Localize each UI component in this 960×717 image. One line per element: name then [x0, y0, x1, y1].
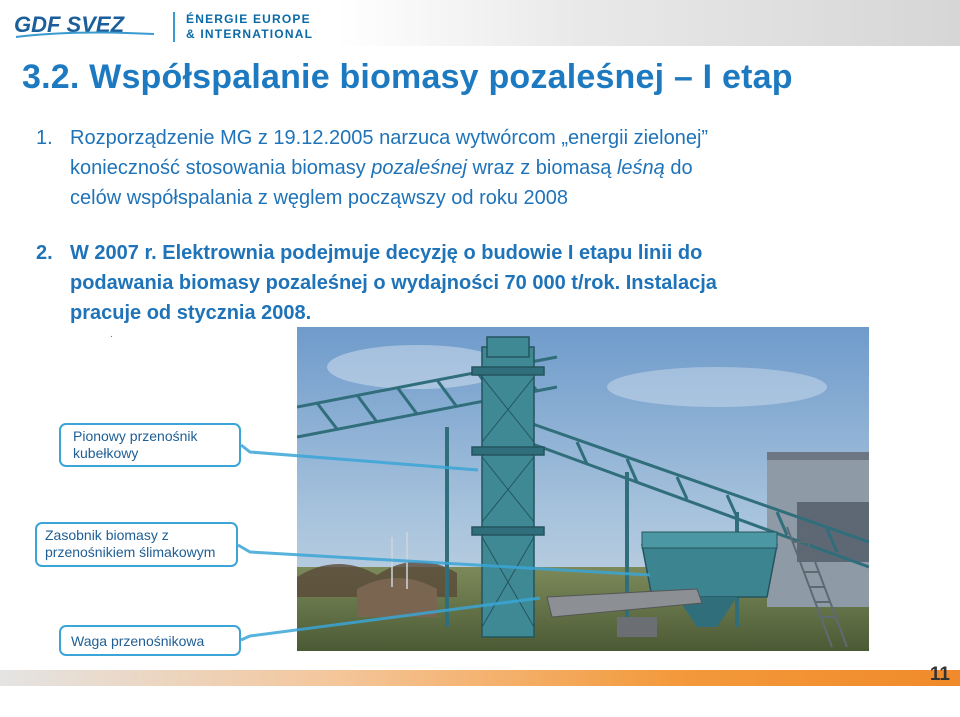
callout-biomass-silo [35, 522, 238, 567]
page-number: 11 [929, 664, 950, 685]
item2-line2: podawania biomasy pozaleśnej o wydajności 70 000 t/rok. Instalacja [70, 272, 717, 294]
gdf-suez-logo [14, 12, 164, 40]
callout-bucket-elevator [59, 423, 241, 467]
bucket-elevator [472, 337, 544, 637]
callout-biomass-silo-line1: Zasobnik biomasy z [45, 527, 169, 543]
item1-line1: Rozporządzenie MG z 19.12.2005 narzuca wytwórcom „energii zielonej” [70, 127, 709, 149]
item1-line2-a: konieczność stosowania biomasy [70, 157, 372, 179]
logo-text: GDF SVEZ [14, 12, 125, 37]
slide-title: 3.2. Współspalanie biomasy pozaleśnej – I etap [22, 58, 793, 96]
list-item-2 [36, 238, 717, 328]
item1-line2-b: wraz z biomasą [466, 157, 617, 179]
stray-dot: . [110, 329, 113, 340]
list-number-2: 2. [36, 242, 53, 264]
item1-line2-c: do [664, 157, 693, 179]
installation-photo [297, 327, 869, 651]
callout-biomass-silo-line2: przenośnikiem ślimakowym [45, 544, 216, 560]
logo-subtitle-line2: & INTERNATIONAL [186, 27, 314, 41]
logo-subtitle-line1: ÉNERGIE EUROPE [186, 12, 311, 26]
logo-divider [173, 12, 175, 42]
footer-bar [0, 670, 960, 686]
callout-bucket-elevator-line1: Pionowy przenośnik [73, 428, 198, 444]
logo-subtitle [186, 12, 326, 42]
list-number-1: 1. [36, 127, 53, 149]
item1-italic-lesna: leśną [616, 157, 665, 179]
list-item-1 [36, 123, 708, 213]
callout-bucket-elevator-line2: kubełkowy [73, 445, 139, 461]
item1-italic-pozalesnej: pozaleśnej [371, 157, 467, 179]
callout-scale-conveyor: Waga przenośnikowa [59, 625, 241, 656]
item2-line3: pracuje od stycznia 2008. [70, 302, 312, 324]
item2-line1: W 2007 r. Elektrownia podejmuje decyzję o budowie I etapu linii do [70, 242, 703, 264]
item1-line2 [36, 153, 708, 183]
item1-line3: celów współspalania z węglem począwszy od roku 2008 [70, 187, 569, 209]
